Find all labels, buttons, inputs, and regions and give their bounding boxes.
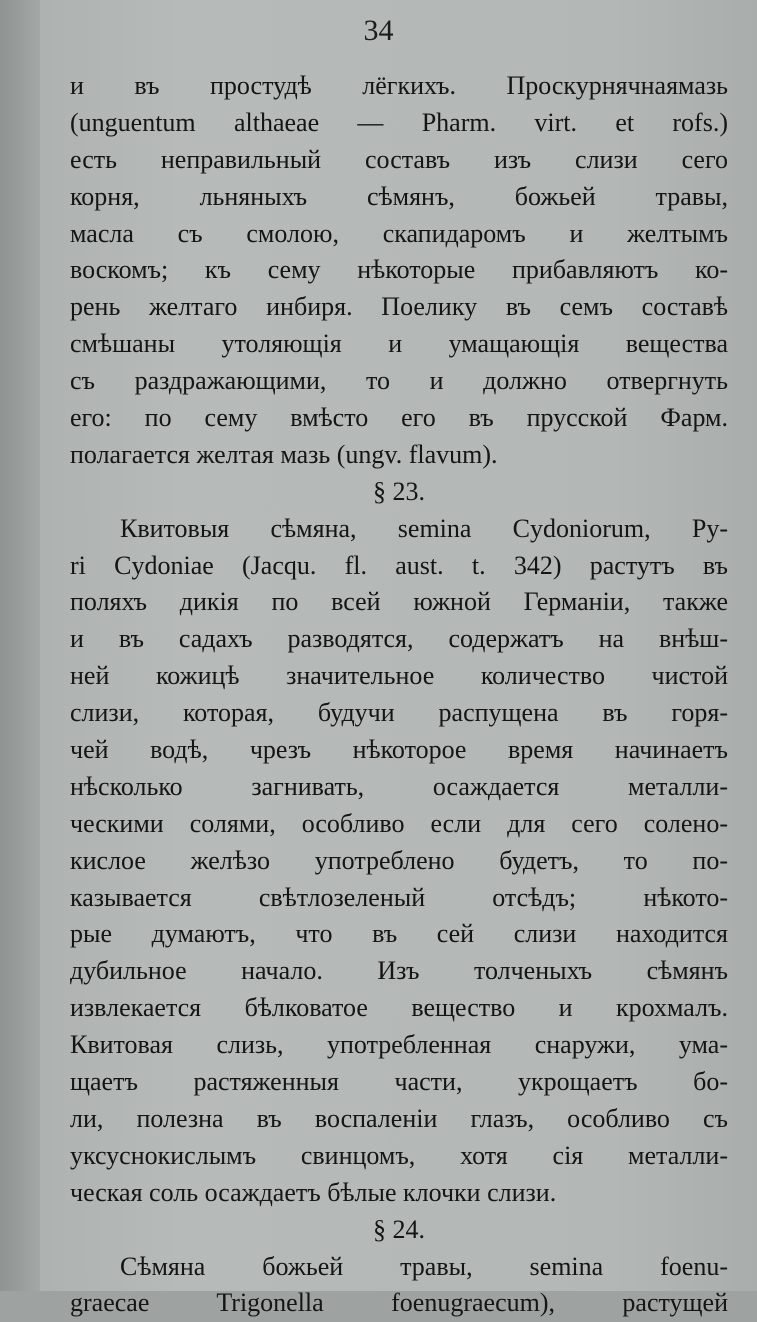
section-heading-23: § 23. [373, 476, 425, 506]
text-line: съ раздражающими, то и должно отвергнуть [70, 366, 728, 396]
text-line: нѣсколько загнивать, осаждается металли- [70, 771, 728, 801]
text-line: Сѣмяна божьей травы, semina foenu- [120, 1251, 728, 1281]
text-line: рые думаютъ, что въ сей слизи находится [70, 919, 728, 949]
text-line: кислое желѣзо употреблено будетъ, то по- [70, 845, 728, 875]
text-line: и въ садахъ разводятся, содержатъ на внѣш- [70, 624, 728, 654]
text-line: его: по сему вмѣсто его въ прусской Фарм. [70, 403, 728, 433]
text-line: есть неправильный составъ изъ слизи сего [70, 144, 728, 174]
text-line: чей водѣ, чрезъ нѣкоторое время начинаетъ [70, 735, 728, 765]
text-line: извлекается бѣлковатое вещество и крохмалъ. [70, 993, 728, 1023]
text-line: Квитовыя сѣмяна, semina Cydoniorum, Py- [120, 513, 728, 543]
text-line: рень желтаго инбиря. Поелику въ семъ составѣ [70, 292, 728, 322]
text-line: масла съ смолою, скапидаромъ и желтымъ [70, 218, 728, 248]
text-line: воскомъ; къ сему нѣкоторые прибавляютъ ко- [70, 255, 728, 285]
text-line: ней кожицѣ значительное количество чистой [70, 661, 728, 691]
text-line: (unguentum althaeae — Pharm. virt. et rofs.) [70, 107, 728, 137]
text-line: graecae Trigonella foenugraecum), растущей [70, 1288, 728, 1318]
section-heading-24: § 24. [373, 1214, 425, 1244]
book-gutter [0, 0, 40, 1291]
text-line: щаетъ растяженныя части, укрощаетъ бо- [70, 1067, 728, 1097]
text-line: поляхъ дикія по всей южной Германіи, также [70, 587, 728, 617]
text-line: казывается свѣтлозеленый отсѣдъ; нѣкото- [70, 882, 728, 912]
text-line: смѣшаны утоляющія и умащающія вещества [70, 329, 728, 359]
text-line: слизи, которая, будучи распущена въ горя- [70, 698, 728, 728]
text-line: полагается желтая мазь (ungv. flavum). [70, 439, 498, 469]
text-line: Квитовая слизь, употребленная снаружи, ума- [70, 1030, 728, 1060]
text-line: дубильное начало. Изъ толченыхъ сѣмянъ [70, 956, 728, 986]
text-line: корня, льняныхъ сѣмянъ, божьей травы, [70, 181, 728, 211]
page-number: 34 [363, 14, 394, 47]
body-text [70, 68, 728, 1322]
text-line: ri Cydoniae (Jacqu. fl. aust. t. 342) растутъ въ [70, 550, 728, 580]
text-line: ческими солями, особливо если для сего солено- [70, 808, 728, 838]
text-line: ческая соль осаждаетъ бѣлые клочки слизи. [70, 1177, 557, 1207]
text-line: ли, полезна въ воспаленіи глазъ, особливо съ [70, 1103, 728, 1133]
text-line: уксуснокислымъ свинцомъ, хотя сія металли- [70, 1140, 728, 1170]
text-line: и въ простудѣ лёгкихъ. Проскурнячнаямазь [70, 71, 728, 100]
